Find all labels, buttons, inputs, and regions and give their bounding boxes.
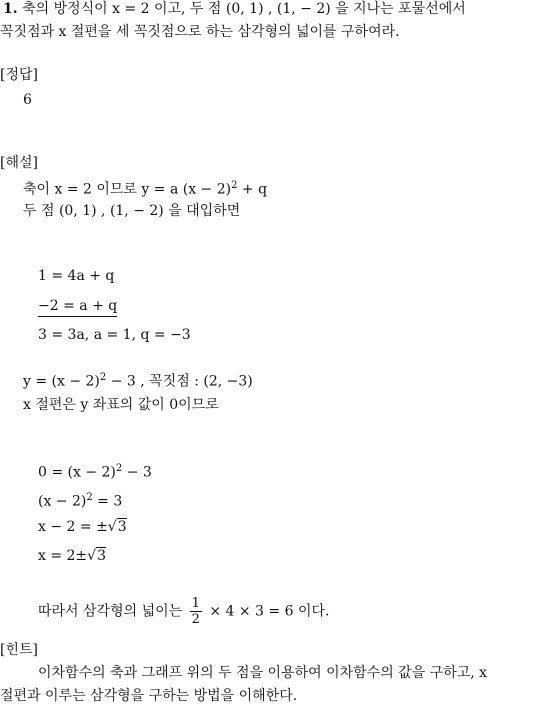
- problem-text-1: 축의 방정식이 x = 2 이고, 두 점 (0, 1) , (1, − 2) 을 지나는 포물선에서: [22, 1, 466, 17]
- step4-text: x = 2±√: [38, 548, 97, 564]
- problem-number: 1.: [3, 1, 18, 17]
- equation-2: [38, 297, 117, 317]
- solution-line-substitute: 두 점 (0, 1) , (1, − 2) 을 대입하면: [23, 203, 241, 219]
- hint-line-1: 이차함수의 축과 그래프 위의 두 점을 이용하여 이차함수의 값을 구하고, x: [38, 665, 488, 681]
- conclusion-line: [38, 596, 329, 627]
- fraction-denominator: 2: [191, 612, 200, 627]
- fraction-numerator: 1: [191, 596, 200, 611]
- fraction-one-half: [190, 596, 202, 627]
- solve-step-3: [38, 518, 127, 536]
- solution-heading: [해설]: [0, 155, 38, 171]
- step4-radicand: 3: [97, 548, 107, 564]
- vertex-exponent: 2: [99, 372, 107, 383]
- solve-step-2: [38, 489, 122, 511]
- problem-statement-line-1: [3, 0, 466, 18]
- step2-exponent: 2: [86, 492, 93, 503]
- vertex-text: y = (x − 2): [23, 373, 100, 390]
- step3-radicand: 3: [117, 519, 127, 535]
- conclusion-text: 따라서 삼각형의 넓이는: [38, 603, 183, 620]
- axis-text-post: + q: [237, 181, 268, 198]
- equation-1: 1 = 4a + q: [38, 268, 115, 284]
- equation-3: 3 = 3a, a = 1, q = −3: [38, 327, 191, 343]
- answer-heading: [정답]: [0, 67, 38, 83]
- step2-text-post: = 3: [92, 493, 123, 510]
- step2-text: (x − 2): [38, 493, 87, 510]
- solution-line-axis: [23, 177, 267, 199]
- vertex-text-post: − 3 , 꼭짓점 : (2, −3): [106, 373, 253, 390]
- hint-line-2: 절편과 이루는 삼각형을 구하는 방법을 이해한다.: [0, 688, 298, 704]
- equation-2-text: −2 = a + q: [38, 297, 117, 317]
- vertex-line: [23, 369, 253, 391]
- step1-exponent: 2: [115, 463, 123, 474]
- conclusion-text-post: × 4 × 3 = 6 이다.: [209, 603, 330, 620]
- answer-value: 6: [23, 92, 32, 108]
- problem-statement-line-2: 꼭짓점과 x 절편을 세 꼭짓점으로 하는 삼각형의 넓이를 구하여라.: [0, 24, 400, 40]
- hint-heading: [힌트]: [0, 642, 38, 658]
- axis-exponent: 2: [231, 180, 238, 191]
- step1-text: 0 = (x − 2): [38, 464, 116, 481]
- step1-text-post: − 3: [122, 464, 152, 481]
- x-intercept-line: x 절편은 y 좌표의 값이 0이므로: [23, 397, 219, 413]
- solve-step-4: [38, 547, 106, 565]
- axis-text: 축이 x = 2 이므로 y = a (x − 2): [23, 181, 232, 198]
- step3-text: x − 2 = ±√: [38, 519, 117, 535]
- solve-step-1: [38, 460, 152, 482]
